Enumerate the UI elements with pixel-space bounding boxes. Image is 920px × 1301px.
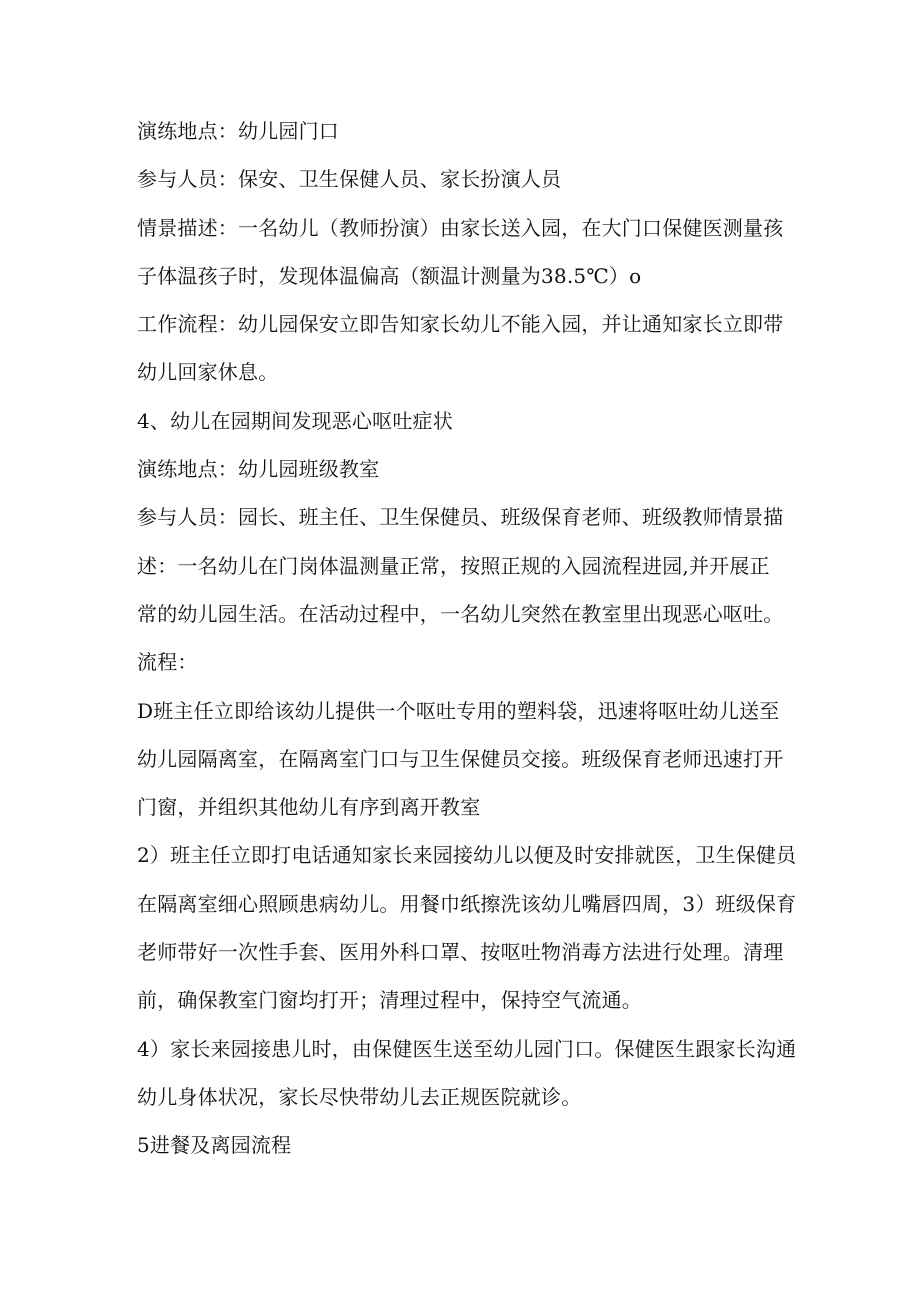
text-line-scenario-1b: 子体温孩子时，发现体温偏高（额温计测量为38.5℃）o — [137, 263, 642, 288]
text-line-process-label: 流程： — [137, 650, 198, 675]
text-line-participants-2a: 参与人员：园长、班主任、卫生保健员、班级保育老师、班级教师情景描 — [137, 505, 784, 530]
text-line-participants-1: 参与人员：保安、卫生保健人员、家长扮演人员 — [137, 167, 562, 192]
text-line-step-3b: 前，确保教室门窗均打开；清理过程中，保持空气流通。 — [137, 988, 642, 1013]
text-line-participants-2b: 述：一名幼儿在门岗体温测量正常，按照正规的入园流程进园,并开展正 — [137, 553, 770, 578]
text-line-participants-2c: 常的幼儿园生活。在活动过程中，一名幼儿突然在教室里出现恶心呕吐。 — [137, 601, 784, 626]
text-line-location-1: 演练地点：幼儿园门口 — [137, 119, 339, 143]
text-line-scenario-1a: 情景描述：一名幼儿（教师扮演）由家长送入园，在大门口保健医测量孩 — [137, 215, 784, 240]
text-line-step-1b: 幼儿园隔离室，在隔离室门口与卫生保健员交接。班级保育老师迅速打开 — [137, 746, 784, 771]
text-line-step-3a: 老师带好一次性手套、医用外科口罩、按呕吐物消毒方法进行处理。清理 — [137, 940, 784, 965]
document-page — [137, 112, 797, 1175]
text-line-step-4a: 4）家长来园接患儿时，由保健医生送至幼儿园门口。保健医生跟家长沟通 — [137, 1036, 797, 1061]
text-line-workflow-1a: 工作流程：幼儿园保安立即告知家长幼儿不能入园，并让通知家长立即带 — [137, 312, 784, 337]
text-line-step-1a: D班主任立即给该幼儿提供一个呕吐专用的塑料袋，迅速将呕吐幼儿送至 — [137, 698, 780, 723]
section-heading-5: 5进餐及离园流程 — [137, 1133, 292, 1158]
text-line-step-1c: 门窗，并组织其他幼儿有序到离开教室 — [137, 795, 481, 820]
text-line-step-4b: 幼儿身体状况，家长尽快带幼儿去正规医院就诊。 — [137, 1084, 582, 1109]
section-heading-4: 4、幼儿在园期间发现恶心呕吐症状 — [137, 408, 453, 433]
text-line-step-2a: 2）班主任立即打电话通知家长来园接幼儿以便及时安排就医，卫生保健员 — [137, 843, 797, 868]
text-line-step-2b: 在隔离室细心照顾患病幼儿。用餐巾纸擦洗该幼儿嘴唇四周，3）班级保育 — [137, 891, 797, 916]
text-line-workflow-1b: 幼儿回家休息。 — [137, 360, 279, 385]
text-line-location-2: 演练地点：幼儿园班级教室 — [137, 457, 380, 482]
